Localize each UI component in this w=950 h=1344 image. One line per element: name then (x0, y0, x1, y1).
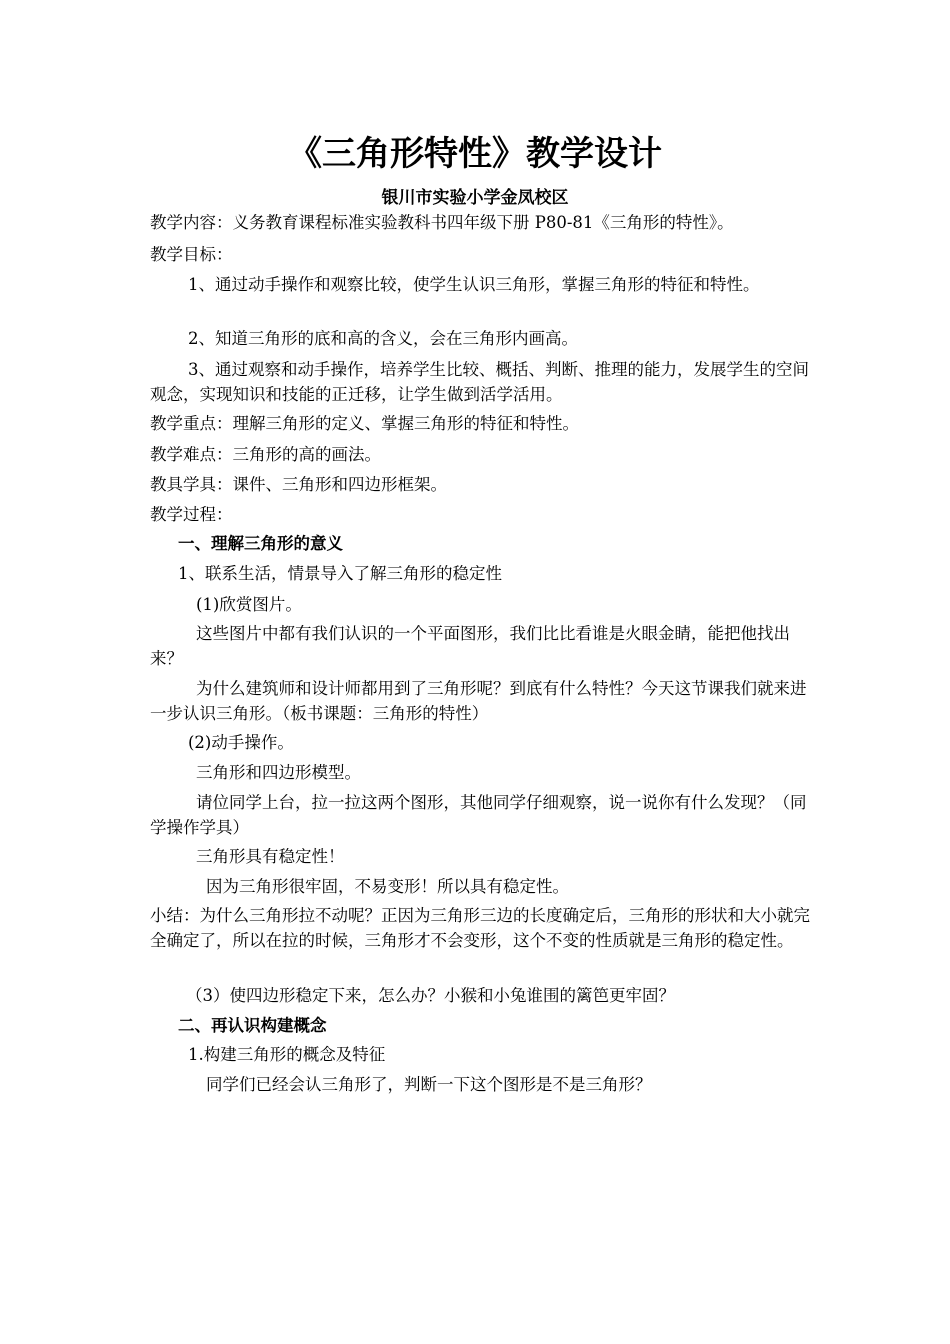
paragraph-process-heading: 教学过程： (150, 505, 233, 524)
paragraph-why-triangle: 为什么建筑师和设计师都用到了三角形呢？到底有什么特性？今天这节课我们就来进一步认识三角形。（板书课题：三角形的特性） (150, 679, 807, 723)
paragraph-teaching-goals-heading: 教学目标： (150, 245, 233, 264)
paragraph-find-shape: 这些图片中都有我们认识的一个平面图形，我们比比看谁是火眼金睛，能把他找出来？ (150, 624, 790, 668)
document-subtitle: 银川市实验小学金凤校区 (381, 188, 569, 208)
paragraph-because-sturdy: 因为三角形很牢固，不易变形！所以具有稳定性。 (206, 877, 569, 896)
paragraph-teaching-content: 教学内容：义务教育课程标准实验教科书四年级下册 P80-81《三角形的特性》。 (150, 213, 734, 232)
paragraph-invite-students: 请位同学上台，拉一拉这两个图形，其他同学仔细观察，说一说你有什么发现？（同学操作学具） (150, 793, 807, 837)
paragraph-goal-2: 2、知道三角形的底和高的含义，会在三角形内画高。 (188, 329, 578, 348)
section-heading-1: 一、理解三角形的意义 (178, 534, 343, 553)
paragraph-summary: 小结：为什么三角形拉不动呢？正因为三角形三边的长度确定后，三角形的形状和大小就完全确定了，所以在拉的时候，三角形才不会变形，这个不变的性质就是三角形的稳定性。 (150, 906, 810, 950)
paragraph-judge-triangle: 同学们已经会认三角形了，判断一下这个图形是不是三角形？ (206, 1075, 652, 1094)
subsection-heading-1-1: 1、联系生活，情景导入了解三角形的稳定性 (178, 564, 502, 583)
step-hands-on: (2)动手操作。 (188, 733, 294, 752)
paragraph-teaching-aids: 教具学具：课件、三角形和四边形框架。 (150, 475, 447, 494)
paragraph-goal-3: 3、通过观察和动手操作，培养学生比较、概括、判断、推理的能力，发展学生的空间观念，实现知识和技能的正迁移，让学生做到活学活用。 (150, 360, 809, 404)
document-title: 《三角形特性》教学设计 (288, 134, 662, 174)
paragraph-models: 三角形和四边形模型。 (196, 763, 361, 782)
step-stabilize-quadrilateral: （3）使四边形稳定下来，怎么办？小猴和小兔谁围的篱笆更牢固？ (186, 986, 675, 1005)
step-appreciate-pictures: (1)欣赏图片。 (196, 595, 302, 614)
subsection-heading-2-1: 1.构建三角形的概念及特征 (188, 1045, 386, 1064)
paragraph-key-points: 教学重点：理解三角形的定义、掌握三角形的特征和特性。 (150, 414, 579, 433)
section-heading-2: 二、再认识构建概念 (178, 1016, 327, 1035)
paragraph-stability: 三角形具有稳定性！ (196, 847, 345, 866)
paragraph-difficulties: 教学难点：三角形的高的画法。 (150, 445, 381, 464)
paragraph-goal-1: 1、通过动手操作和观察比较，使学生认识三角形，掌握三角形的特征和特性。 (188, 275, 760, 294)
